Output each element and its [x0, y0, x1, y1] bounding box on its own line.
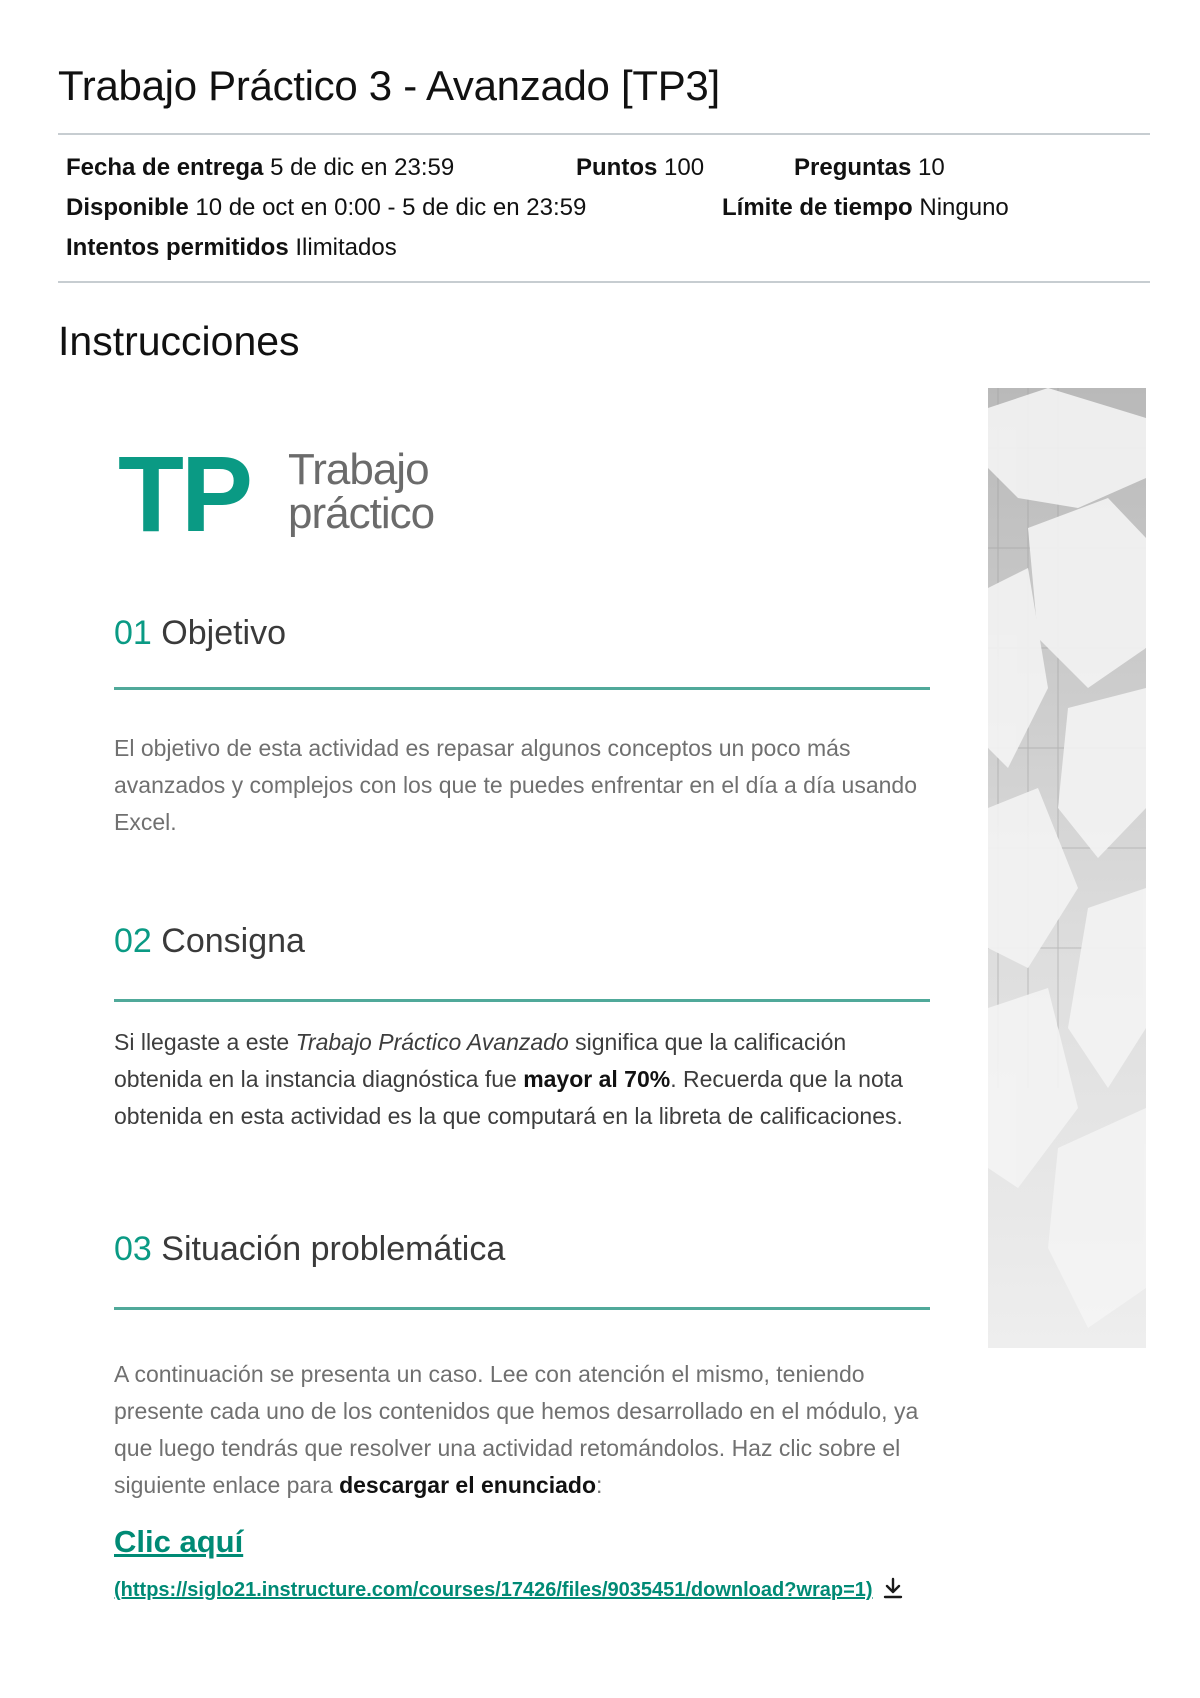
- situacion-text-part: A continuación se presenta un caso. Lee con atención el mismo, teniendo presente cada uno de los contenidos que hemos desarrollado en el módulo, ya que luego tendrás que resolver una actividad retomándolos. Haz clic sobre el siguiente enlace para: [114, 1361, 919, 1498]
- questions-label: Preguntas: [794, 154, 912, 181]
- logo-letters: TP: [118, 433, 251, 554]
- logo-word-2: práctico: [288, 489, 435, 538]
- consigna-text-part: . Recuerda que la nota obtenida en esta actividad es la que computará en la libreta de calificaciones.: [114, 1066, 903, 1129]
- attempts-field: [66, 234, 397, 262]
- download-url-link[interactable]: [114, 1572, 914, 1609]
- available-value: 10 de oct en 0:00 - 5 de dic en 23:59: [195, 194, 587, 221]
- download-icon[interactable]: [881, 1576, 905, 1600]
- points-field: [576, 154, 704, 182]
- section-divider: [114, 687, 930, 690]
- points-label: Puntos: [576, 154, 658, 181]
- section-title-text: Consigna: [161, 922, 305, 960]
- situacion-text: [114, 1356, 930, 1504]
- time-limit-label: Límite de tiempo: [722, 194, 913, 221]
- consigna-text-part: Si llegaste a este: [114, 1029, 296, 1055]
- instructions-heading: Instrucciones: [58, 318, 300, 364]
- consigna-text: [114, 1024, 930, 1135]
- section-objetivo-title: [114, 614, 286, 653]
- section-divider: [114, 1307, 930, 1310]
- section-consigna-title: [114, 922, 305, 961]
- section-number: 03: [114, 1230, 152, 1268]
- due-value: 5 de dic en 23:59: [270, 154, 455, 181]
- section-title-text: Situación problemática: [161, 1230, 506, 1268]
- questions-value: 10: [918, 154, 945, 181]
- available-label: Disponible: [66, 194, 189, 221]
- meta-row-1: [66, 154, 454, 182]
- consigna-bold: mayor al 70%: [523, 1066, 671, 1092]
- header-divider: [58, 133, 1150, 135]
- logo-word-1: Trabajo: [288, 445, 429, 494]
- objetivo-text: El objetivo de esta actividad es repasar algunos conceptos un poco más avanzados y complejos con los que te puedes enfrentar en el día a día usando Excel.: [114, 735, 917, 835]
- questions-field: [794, 154, 945, 182]
- page-title: Trabajo Práctico 3 - Avanzado [TP3]: [58, 62, 720, 109]
- situacion-bold: descargar el enunciado: [339, 1472, 596, 1498]
- due-label: Fecha de entrega: [66, 154, 264, 181]
- available-field: [66, 194, 586, 222]
- attempts-value: Ilimitados: [295, 234, 397, 261]
- time-limit-field: [722, 194, 1009, 222]
- section-title-text: Objetivo: [161, 614, 287, 652]
- download-url-text[interactable]: (https://siglo21.instructure.com/courses/17426/files/9035451/download?wrap=1): [114, 1579, 873, 1601]
- download-link[interactable]: Clic aquí: [114, 1524, 244, 1559]
- consigna-text-part: significa que la calificación obtenida en la instancia diagnóstica fue: [114, 1029, 847, 1092]
- section-number: 01: [114, 614, 152, 652]
- section-number: 02: [114, 922, 152, 960]
- points-value: 100: [664, 154, 705, 181]
- situacion-text-part: :: [596, 1472, 603, 1498]
- attempts-label: Intentos permitidos: [66, 234, 289, 261]
- section-situacion-title: [114, 1230, 505, 1269]
- time-limit-value: Ninguno: [919, 194, 1009, 221]
- meta-divider: [58, 281, 1150, 283]
- consigna-italic: Trabajo Práctico Avanzado: [295, 1029, 569, 1055]
- section-divider: [114, 999, 930, 1002]
- decorative-architecture-image: [988, 388, 1146, 1348]
